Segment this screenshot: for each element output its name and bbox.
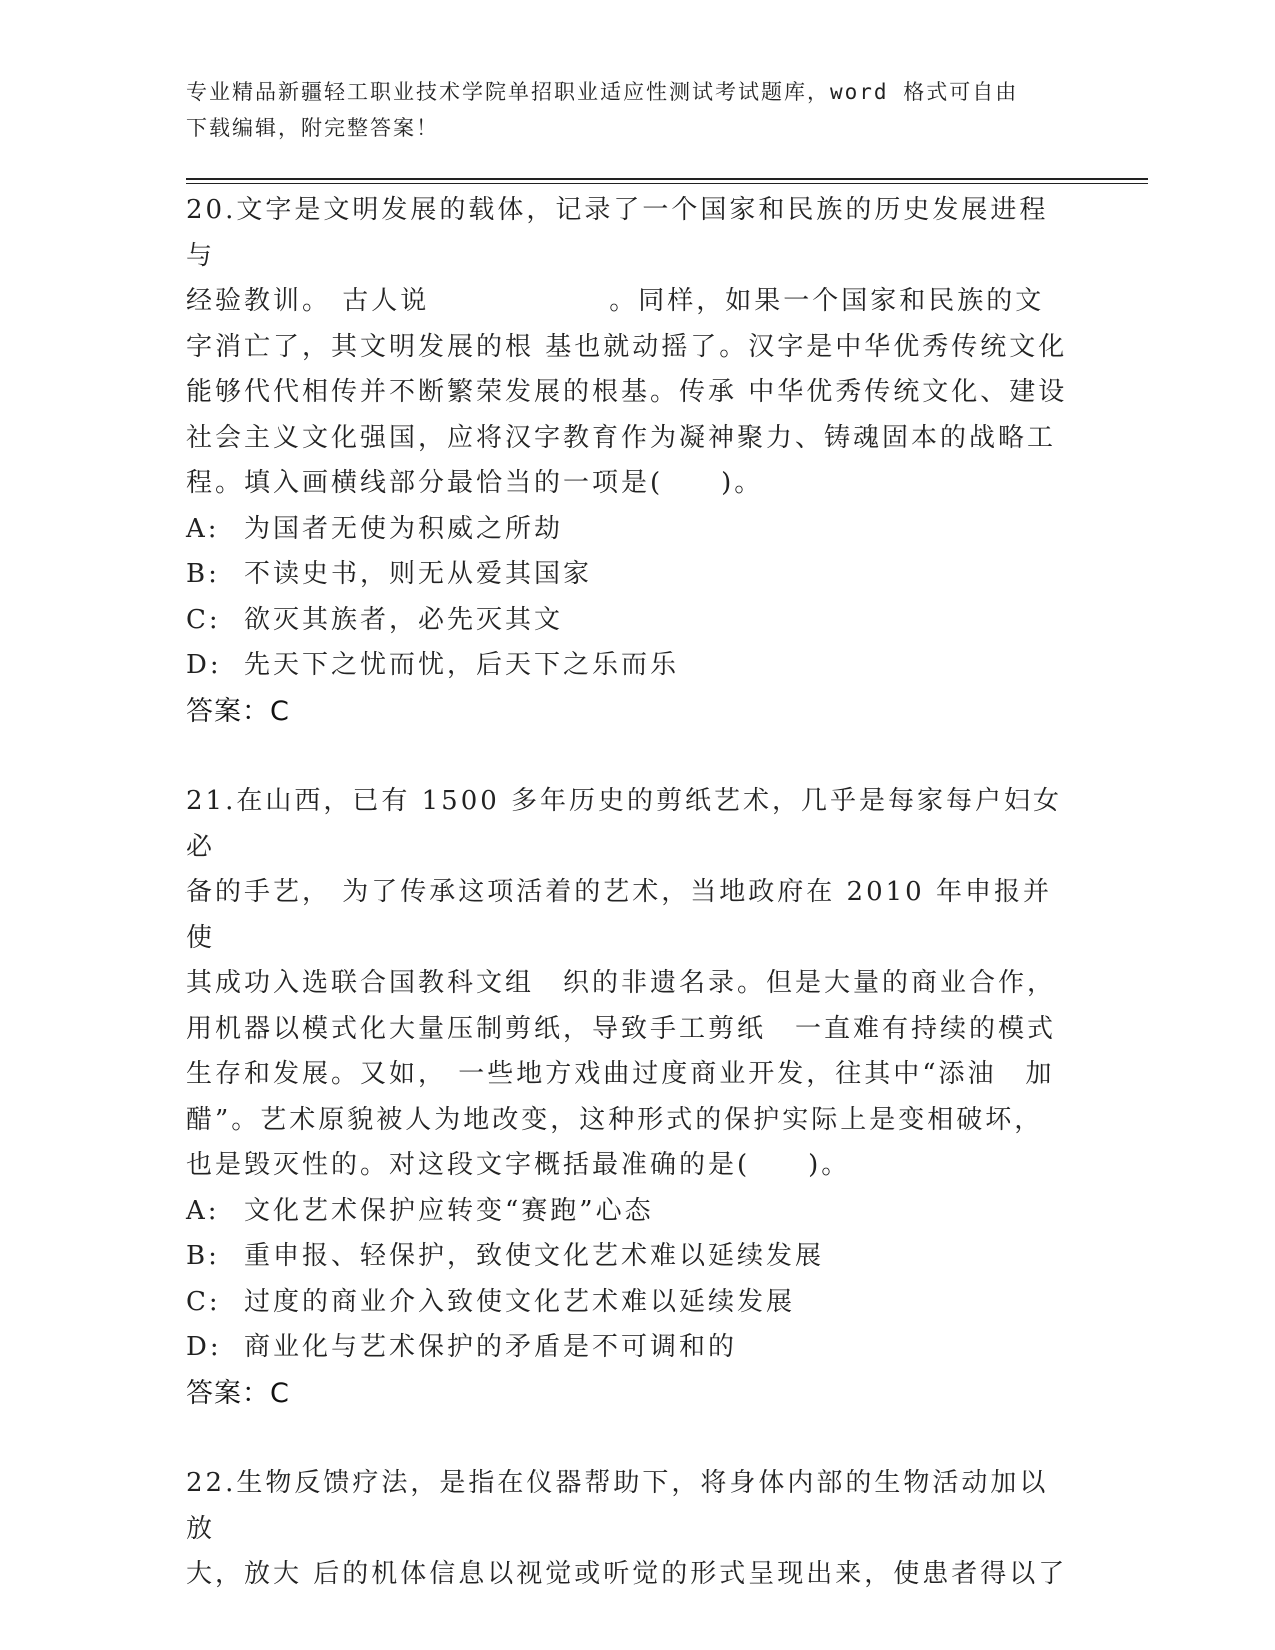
question-stem-fragment: 。同样，如果一个国家和民族的文 bbox=[609, 286, 1045, 316]
question-stem-line: 22.生物反馈疗法，是指在仪器帮助下，将身体内部的生物活动加以放 bbox=[186, 1468, 1049, 1544]
option-text: 过度的商业介入致使文化艺术难以延续发展 bbox=[244, 1286, 796, 1317]
question-21 bbox=[186, 779, 1076, 1371]
option-b bbox=[186, 1234, 1076, 1280]
question-20 bbox=[186, 188, 1076, 689]
option-key: D: bbox=[186, 650, 222, 680]
question-stem-line: 也是毁灭性的。对这段文字概括最准确的是( )。 bbox=[186, 1150, 851, 1180]
option-b bbox=[186, 552, 1076, 598]
question-stem-line: 20.文字是文明发展的载体，记录了一个国家和民族的历史发展进程与 bbox=[186, 195, 1049, 271]
header-divider-thin bbox=[186, 183, 1148, 184]
question-stem-line: 字消亡了，其文明发展的根 基也就动摇了。汉字是中华优秀传统文化 bbox=[186, 331, 1068, 362]
option-key: B: bbox=[186, 1241, 220, 1271]
option-key: A: bbox=[186, 513, 220, 544]
question-stem-line: 生存和发展。又如， 一些地方戏曲过度商业开发，往其中“添油 加 bbox=[186, 1059, 1055, 1089]
question-stem-line: 醋”。艺术原貌被人为地改变，这种形式的保护实际上是变相破坏， bbox=[186, 1104, 1044, 1135]
option-text: 商业化与艺术保护的矛盾是不可调和的 bbox=[244, 1332, 738, 1362]
option-key: C: bbox=[186, 1286, 221, 1317]
option-key: C: bbox=[186, 604, 221, 635]
answer-line: 答案：C bbox=[186, 1377, 290, 1409]
option-d bbox=[186, 1325, 1076, 1371]
option-a bbox=[186, 1189, 1076, 1235]
header-divider-thick bbox=[186, 178, 1148, 180]
question-stem-line: 社会主义文化强国，应将汉字教育作为凝神聚力、铸魂固本的战略工 bbox=[186, 422, 1057, 453]
question-stem-line: 程。填入画横线部分最恰当的一项是( )。 bbox=[186, 468, 764, 498]
option-key: B: bbox=[186, 559, 220, 589]
option-text: 先天下之忧而忧，后天下之乐而乐 bbox=[244, 650, 680, 680]
option-text: 欲灭其族者，必先灭其文 bbox=[244, 604, 564, 635]
option-text: 为国者无使为积威之所劫 bbox=[244, 513, 564, 544]
question-stem-line: 大，放大 后的机体信息以视觉或听觉的形式呈现出来，使患者得以了 bbox=[186, 1559, 1068, 1589]
option-d bbox=[186, 643, 1076, 689]
question-stem-line: 用机器以模式化大量压制剪纸，导致手工剪纸 一直难有持续的模式 bbox=[186, 1013, 1057, 1044]
header-line-1: 专业精品新疆轻工职业技术学院单招职业适应性测试考试题库，word 格式可自由 bbox=[186, 80, 1019, 104]
question-stem-line bbox=[186, 279, 1076, 325]
option-c bbox=[186, 598, 1076, 644]
option-text: 重申报、轻保护，致使文化艺术难以延续发展 bbox=[244, 1241, 825, 1271]
question-22 bbox=[186, 1461, 1076, 1598]
question-stem-fragment: 经验教训。 古人说 bbox=[186, 286, 430, 316]
question-stem-line: 能够代代相传并不断繁荣发展的根基。传承 中华优秀传统文化、建设 bbox=[186, 377, 1068, 407]
header-line-2: 下载编辑，附完整答案！ bbox=[186, 116, 439, 140]
document-body bbox=[186, 188, 1076, 1598]
option-key: A: bbox=[186, 1195, 220, 1226]
question-stem-line: 21.在山西，已有 1500 多年历史的剪纸艺术，几乎是每家每户妇女必 bbox=[186, 786, 1063, 862]
option-text: 文化艺术保护应转变“赛跑”心态 bbox=[244, 1195, 654, 1226]
question-stem-line: 其成功入选联合国教科文组 织的非遗名录。但是大量的商业合作， bbox=[186, 968, 1057, 998]
option-text: 不读史书，则无从爱其国家 bbox=[244, 559, 593, 589]
question-stem-line: 备的手艺， 为了传承这项活着的艺术，当地政府在 2010 年申报并使 bbox=[186, 877, 1052, 953]
option-c bbox=[186, 1280, 1076, 1326]
option-key: D: bbox=[186, 1332, 222, 1362]
option-a bbox=[186, 507, 1076, 553]
document-header bbox=[186, 74, 1086, 146]
answer-line: 答案：C bbox=[186, 695, 290, 727]
